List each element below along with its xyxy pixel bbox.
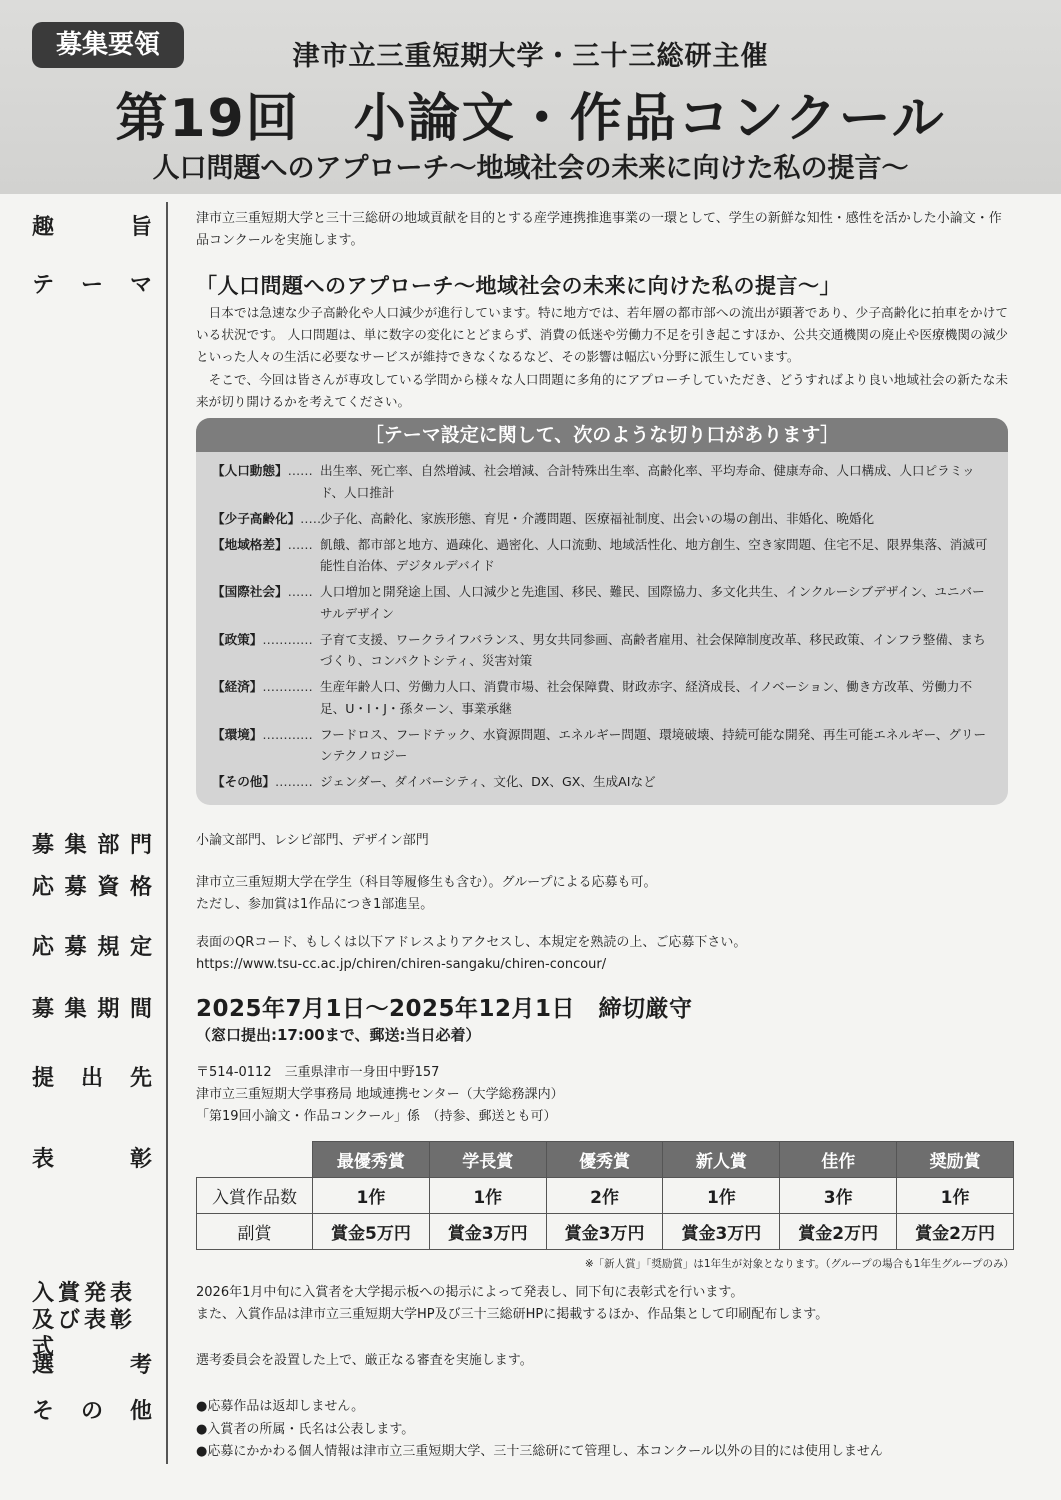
label-char: 資: [97, 875, 122, 900]
label-char: 他: [129, 1399, 154, 1424]
label-purpose: [32, 210, 154, 241]
award-cell: 賞金3万円: [429, 1214, 546, 1250]
label-char: 募: [32, 997, 57, 1022]
aspect-keywords: 少子化、高齢化、家族形態、育児・介護問題、医療福祉制度、出会いの場の創出、非婚化、晩婚化: [320, 510, 875, 526]
aspect-keywords: 飢餓、都市部と地方、過疎化、過密化、人口流動、地域活性化、地方創生、空き家問題、住宅不足、限界集落、消滅可能性自治体、デジタルデバイド: [320, 536, 988, 573]
label-char: 考: [129, 1353, 154, 1378]
label-char: 格: [129, 875, 154, 900]
aspect-category: 【人口動態】: [212, 463, 288, 478]
selection-text: 選考委員会を設置した上で、厳正なる審査を実施します。: [196, 1353, 533, 1368]
label-char: 募: [64, 935, 89, 960]
aspect-category: 【国際社会】: [212, 584, 288, 599]
award-cell: 賞金5万円: [313, 1214, 430, 1250]
award-cell: 1作: [897, 1178, 1014, 1214]
announcement-text: [196, 1282, 828, 1326]
label-char: 応: [32, 875, 57, 900]
aspect-category: 【その他】: [212, 774, 275, 789]
page-subtitle: 人口問題へのアプローチ〜地域社会の未来に向けた私の提言〜: [152, 153, 909, 184]
rules-text: [196, 932, 746, 976]
award-header: 新人賞: [663, 1142, 780, 1178]
eligibility-line-2: ただし、参加賞は1作品につき1部進呈。: [196, 897, 434, 912]
label-char: 先: [129, 1066, 154, 1091]
award-cell: 1作: [313, 1178, 430, 1214]
aspect-leader-dots: …………: [262, 679, 313, 694]
awards-prize-row: [197, 1214, 1014, 1250]
label-selection: [32, 1348, 154, 1379]
submit-to-address: [196, 1062, 564, 1128]
label-char: マ: [129, 273, 154, 298]
aspect-category: 【環境】: [212, 726, 263, 742]
aspect-keywords: 生産年齢人口、労働力人口、消費市場、社会保障費、財政赤字、経済成長、イノベーション、働き方改革、労働力不足、U・I・J・孫ターン、事業承継: [320, 679, 973, 716]
aspect-leader-dots: ……: [287, 463, 313, 478]
aspect-leader-dots: ……: [300, 510, 326, 526]
label-period: [32, 992, 154, 1023]
aspect-row: [212, 581, 992, 624]
award-cell: 2作: [546, 1178, 663, 1214]
award-cell: 1作: [663, 1178, 780, 1214]
aspect-keywords: フードロス、フードテック、水資源問題、エネルギー問題、環境破壊、持続可能な開発、再生可能エネルギー、グリーンテクノロジー: [320, 726, 987, 763]
announcement-line-2: また、入賞作品は津市立三重短期大学HP及び三十三総研HPに掲載するほか、作品集として印刷配布します。: [196, 1307, 829, 1322]
awards-table: [196, 1141, 1014, 1250]
label-char: 出: [80, 1066, 105, 1091]
aspect-row: [212, 460, 992, 503]
awards-corner-cell: [197, 1142, 313, 1178]
submit-office-line: 津市立三重短期大学事務局 地域連携センター（大学総務課内）: [196, 1087, 564, 1102]
awards-row-label: 入賞作品数: [197, 1178, 313, 1214]
aspect-leader-dots: ……: [287, 584, 313, 599]
announcement-line-1: 2026年1月中旬に入賞者を大学掲示板への掲示によって発表し、同下旬に表彰式を行います。: [196, 1285, 744, 1300]
aspect-row: [212, 629, 992, 672]
award-cell: 3作: [780, 1178, 897, 1214]
awards-note: ※「新人賞」「奨励賞」は1年生が対象となります。（グループの場合も1年生グループのみ）: [584, 1258, 1014, 1270]
label-char: 提: [32, 1066, 57, 1091]
label-submit-to: [32, 1061, 154, 1092]
aspect-leader-dots: …………: [262, 726, 313, 742]
label-char: 規: [97, 935, 122, 960]
label-char: 募: [64, 875, 89, 900]
label-other: [32, 1394, 154, 1425]
theme-paragraph-1: 日本では急速な少子高齢化や人口減少が進行しています。特に地方では、若年層の都市部への流出が顕著であり、少子高齢化に拍車をかけている状況です。 人口問題は、単に数字の変化にとどまらず、消費の低迷や労働力不足を引き起こすほか、公共交通機関の廃止や医療機関の減少といった人々の生活に必要なサービスが維持できなくなるなど、その影響は幅広い分野に派生しています。: [196, 305, 1008, 365]
label-char: 集: [64, 997, 89, 1022]
theme-paragraph-2: そこで、今回は皆さんが専攻している学問から様々な人口問題に多角的にアプローチしていただき、どうすればより良い地域社会の新たな未来が切り開けるかを考えてください。: [196, 371, 1008, 409]
label-char: 集: [64, 833, 89, 858]
submit-postal-line: 〒514-0112 三重県津市一身田中野157: [196, 1065, 440, 1080]
aspect-keywords: 子育て支援、ワークライフバランス、男女共同参画、高齢者雇用、社会保障制度改革、移民政策、インフラ整備、まちづくり、コンパクトシティ、災害対策: [320, 631, 986, 668]
label-char: 表: [32, 1147, 57, 1172]
award-header: 奨励賞: [897, 1142, 1014, 1178]
theme-heading: 「人口問題へのアプローチ〜地域社会の未来に向けた私の提言〜」: [196, 274, 841, 298]
award-header: 優秀賞: [546, 1142, 663, 1178]
aspect-row: [212, 724, 992, 767]
award-header: 最優秀賞: [313, 1142, 430, 1178]
aspect-category: 【少子高齢化】: [212, 510, 301, 526]
label-char: 定: [129, 935, 154, 960]
label-char: そ: [32, 1399, 57, 1424]
aspect-category: 【政策】: [212, 631, 263, 647]
period-note: （窓口提出:17:00まで、郵送:当日必着）: [196, 1026, 481, 1044]
other-item: ●入賞者の所属・氏名は公表します。: [196, 1421, 415, 1437]
other-item: ●応募作品は返却しません。: [196, 1399, 365, 1414]
aspect-category: 【地域格差】: [212, 536, 288, 552]
label-char: 選: [32, 1353, 57, 1378]
label-char: 間: [129, 997, 154, 1022]
aspect-row: [212, 676, 992, 719]
awards-row-label: 副賞: [197, 1214, 313, 1250]
label-char: ー: [80, 273, 105, 298]
aspect-keywords: 出生率、死亡率、自然増減、社会増減、合計特殊出生率、高齢化率、平均寿命、健康寿命、人口構成、人口ピラミッド、人口推計: [320, 463, 975, 500]
rules-url-link[interactable]: https://www.tsu-cc.ac.jp/chiren/chiren-sangaku/chiren-concour/: [196, 957, 607, 972]
aspect-leader-dots: …………: [262, 631, 313, 647]
other-item: ●応募にかかわる個人情報は津市立三重短期大学、三十三総研にて管理し、本コンクール以外の目的には使用しません: [196, 1444, 883, 1459]
column-divider: [166, 202, 168, 1464]
theme-aspects-heading: ［テーマ設定に関して、次のような切り口があります］: [196, 418, 1008, 452]
aspect-category: 【経済】: [212, 679, 263, 694]
award-header: 佳作: [780, 1142, 897, 1178]
label-awards: [32, 1142, 154, 1173]
label-announcement-line2: 及び表彰式: [32, 1308, 137, 1360]
label-char: 期: [97, 997, 122, 1022]
divisions-text: 小論文部門、レシピ部門、デザイン部門: [196, 833, 429, 848]
award-header: 学長賞: [429, 1142, 546, 1178]
label-theme: [32, 268, 154, 299]
label-char: テ: [32, 273, 57, 298]
label-char: 門: [129, 833, 154, 858]
label-divisions: [32, 828, 154, 859]
theme-body: [196, 302, 1008, 413]
aspect-row: [212, 771, 992, 793]
page-title: 第19回 小論文・作品コンクール: [115, 89, 946, 149]
label-announcement-line1: 入賞発表: [32, 1281, 137, 1306]
other-list: [196, 1396, 883, 1464]
award-cell: 1作: [429, 1178, 546, 1214]
awards-header-row: [197, 1142, 1014, 1178]
label-char: 応: [32, 935, 57, 960]
label-char: 旨: [129, 215, 154, 240]
award-cell: 賞金3万円: [663, 1214, 780, 1250]
submit-attention-line: 「第19回小論文・作品コンクール」係 （持参、郵送とも可）: [196, 1109, 557, 1124]
purpose-text: 津市立三重短期大学と三十三総研の地域貢献を目的とする産学連携推進事業の一環として、学生の新鮮な知性・感性を活かした小論文・作品コンクールを実施します。: [196, 211, 1002, 248]
label-char: 部: [97, 833, 122, 858]
period-dates: 2025年7月1日〜2025年12月1日 締切厳守: [196, 996, 693, 1022]
aspect-leader-dots: ……: [287, 536, 313, 552]
award-cell: 賞金2万円: [780, 1214, 897, 1250]
aspect-row: [212, 508, 992, 530]
award-cell: 賞金2万円: [897, 1214, 1014, 1250]
label-eligibility: [32, 870, 154, 901]
theme-aspects-box: [196, 418, 1008, 805]
award-cell: 賞金3万円: [546, 1214, 663, 1250]
label-char: 募: [32, 833, 57, 858]
aspect-leader-dots: ………: [274, 774, 313, 789]
rules-line-1: 表面のQRコード、もしくは以下アドレスよりアクセスし、本規定を熟読の上、ご応募下さい。: [196, 935, 747, 950]
recruitment-badge: 募集要領: [32, 22, 184, 68]
awards-count-row: [197, 1178, 1014, 1214]
label-char: 彰: [129, 1147, 154, 1172]
label-char: の: [80, 1399, 105, 1424]
label-rules: [32, 930, 154, 961]
label-char: 趣: [32, 215, 57, 240]
eligibility-text: [196, 872, 656, 916]
aspect-keywords: ジェンダー、ダイバーシティ、文化、DX、GX、生成AIなど: [320, 774, 656, 789]
aspect-row: [212, 534, 992, 577]
organizer-line: 津市立三重短期大学・三十三総研主催: [292, 41, 769, 72]
theme-aspects-list: [212, 460, 992, 797]
aspect-keywords: 人口増加と開発途上国、人口減少と先進国、移民、難民、国際協力、多文化共生、インクルーシブデザイン、ユニバーサルデザイン: [320, 584, 985, 621]
eligibility-line-1: 津市立三重短期大学在学生（科目等履修生も含む）。グループによる応募も可。: [196, 875, 657, 890]
header-banner: [0, 0, 1061, 194]
